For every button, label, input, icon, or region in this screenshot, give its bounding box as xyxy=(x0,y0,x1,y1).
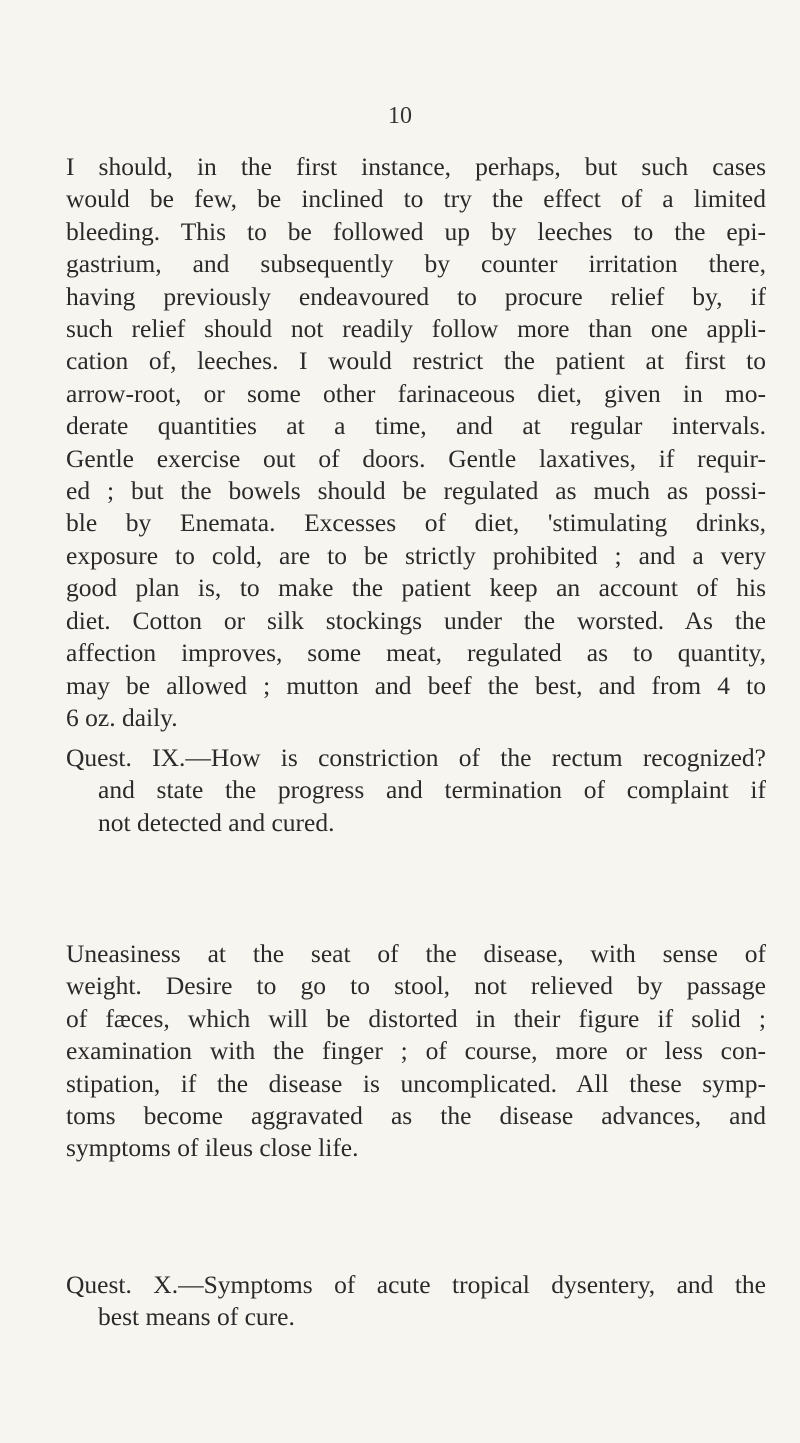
text-line: examination with the finger ; of course, more or less con- xyxy=(66,1036,766,1066)
text-line: symptoms of ileus close life. xyxy=(66,1133,359,1163)
text-line: Quest. X.—Symptoms of acute tropical dysentery, and the xyxy=(66,1270,766,1299)
text-line: ble by Enemata. Excesses of diet, 'stimulating drinks, xyxy=(66,508,766,538)
text-line: weight. Desire to go to stool, not relieved by passage xyxy=(66,971,766,1001)
text-line: Gentle exercise out of doors. Gentle laxatives, if requir- xyxy=(66,443,766,473)
text-line: best means of cure. xyxy=(98,1302,295,1332)
text-line: having previously endeavoured to procure relief by, if xyxy=(66,281,766,311)
text-line: of fæces, which will be distorted in their figure if solid ; xyxy=(66,1003,766,1033)
question-ix xyxy=(66,742,766,839)
text-line: diet. Cotton or silk stockings under the worsted. As the xyxy=(66,605,766,635)
text-line: cation of, leeches. I would restrict the patient at first to xyxy=(66,346,766,376)
text-line: exposure to cold, are to be strictly prohibited ; and a very xyxy=(66,540,766,570)
text-line: bleeding. This to be followed up by leeches to the epi- xyxy=(66,216,766,246)
text-line: toms become aggravated as the disease advances, and xyxy=(66,1101,766,1131)
answer-ix xyxy=(66,938,766,1165)
text-line: arrow-root, or some other farinaceous diet, given in mo- xyxy=(66,378,766,408)
text-line: ed ; but the bowels should be regulated as much as possi- xyxy=(66,476,766,506)
text-line: not detected and cured. xyxy=(98,807,335,837)
text-line: such relief should not readily follow more than one appli- xyxy=(66,314,766,344)
text-line: gastrium, and subsequently by counter irritation there, xyxy=(66,249,766,279)
page-number: 10 xyxy=(388,103,412,129)
text-line: may be allowed ; mutton and beef the best, and from 4 to xyxy=(66,670,766,700)
text-line: derate quantities at a time, and at regular intervals. xyxy=(66,411,766,441)
text-line: Uneasiness at the seat of the disease, with sense of xyxy=(66,939,766,968)
text-line: and state the progress and termination of complaint if xyxy=(98,775,766,805)
paragraph-treatment xyxy=(66,151,766,734)
text-line: good plan is, to make the patient keep an account of his xyxy=(66,573,766,603)
text-line: would be few, be inclined to try the effect of a limited xyxy=(66,184,766,214)
text-line: I should, in the first instance, perhaps, but such cases xyxy=(66,152,766,181)
text-line: stipation, if the disease is uncomplicated. All these symp- xyxy=(66,1068,766,1098)
question-x xyxy=(66,1269,766,1334)
text-line: affection improves, some meat, regulated as to quantity, xyxy=(66,638,766,668)
text-line: 6 oz. daily. xyxy=(66,702,178,732)
text-line: Quest. IX.—How is constriction of the rectum recognized? xyxy=(66,743,766,772)
